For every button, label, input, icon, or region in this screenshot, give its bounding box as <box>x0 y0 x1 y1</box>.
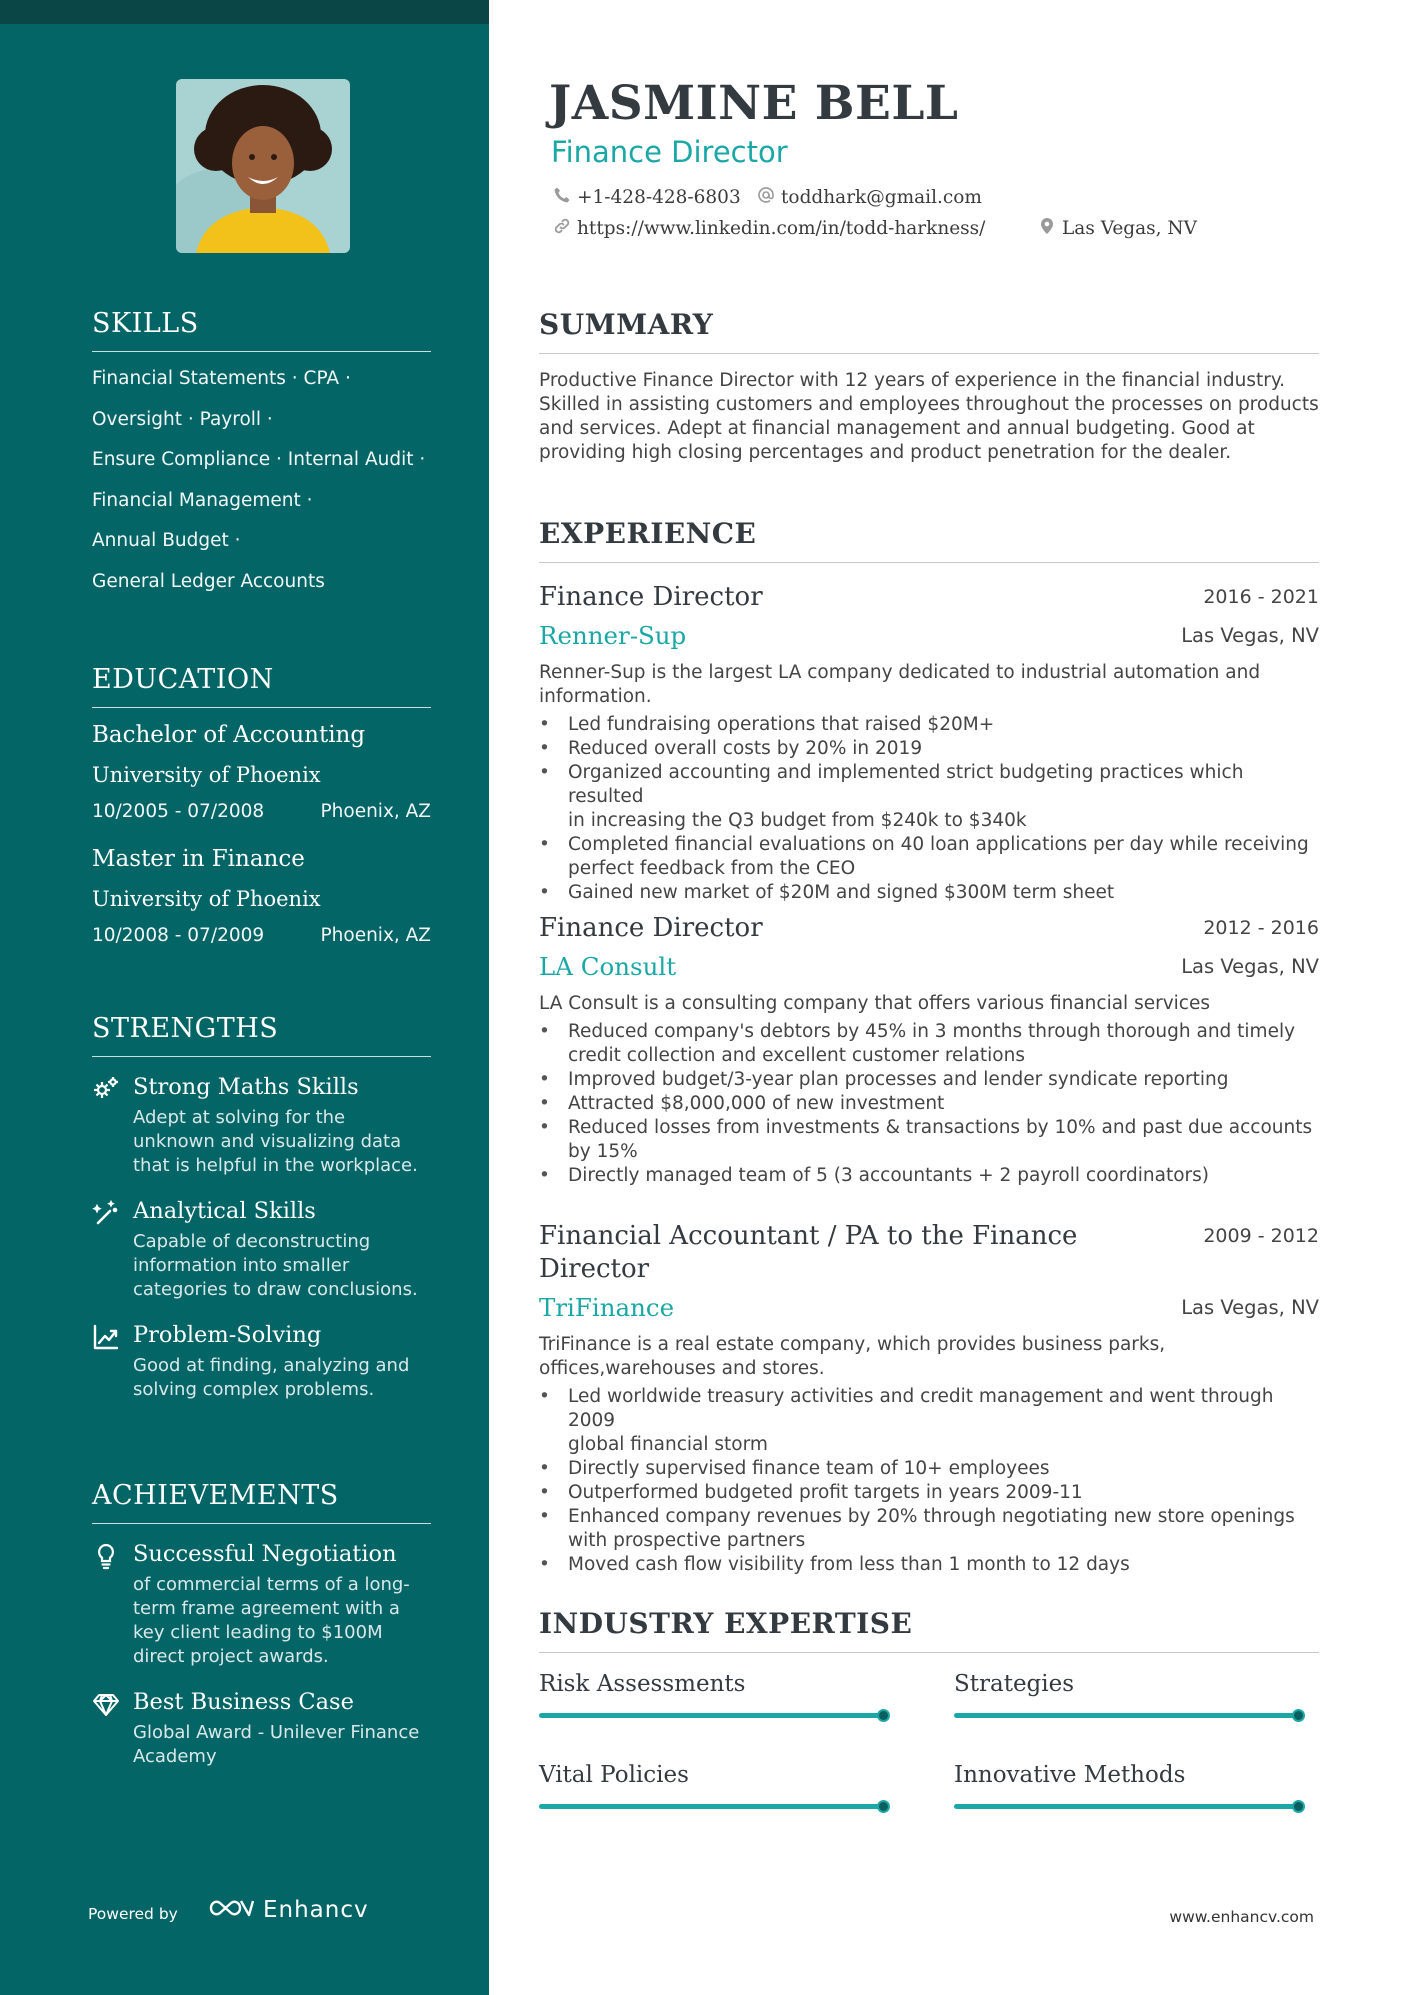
description-line: Good at finding, analyzing and <box>133 1355 410 1376</box>
summary-text <box>539 369 1319 465</box>
bullet-line: • Organized accounting and implemented strict budgeting practices which resulted <box>568 762 1244 807</box>
achievement-title: Successful Negotiation <box>133 1541 397 1567</box>
bullet-line: perfect feedback from the CEO <box>568 858 856 879</box>
expertise-label: Innovative Methods <box>954 1762 1186 1788</box>
description-line: offices,warehouses and stores. <box>539 1358 825 1379</box>
expertise-bar-fill <box>954 1804 1299 1809</box>
bullet-line: with prospective partners <box>568 1530 806 1551</box>
expertise-bar <box>954 1713 1299 1718</box>
bullet-item <box>539 1164 1319 1188</box>
bullet-item <box>539 1020 1319 1068</box>
job-title: Finance Director <box>539 913 763 943</box>
expertise-bar-knob <box>1292 1800 1305 1813</box>
description-line: term frame agreement with a <box>133 1598 400 1619</box>
job-dates: 2009 - 2012 <box>1203 1225 1319 1247</box>
education-item <box>92 844 431 947</box>
strength-item <box>92 1320 431 1402</box>
job-title: Finance Director <box>539 582 763 612</box>
description-line: categories to draw conclusions. <box>133 1279 418 1300</box>
job-location: Las Vegas, NV <box>1181 624 1319 647</box>
skill-line: General Ledger Accounts <box>92 570 325 592</box>
summary-line: providing high closing percentages and product penetration for the dealer. <box>539 442 1232 463</box>
bullet-item <box>539 833 1319 881</box>
education-dates: 10/2008 - 07/2009 <box>92 925 265 946</box>
job-bullets <box>539 1385 1319 1577</box>
job-location: Las Vegas, NV <box>1181 1296 1319 1319</box>
job-bullets <box>539 713 1319 905</box>
experience-section <box>539 517 1319 563</box>
job-company[interactable]: TriFinance <box>539 1293 675 1322</box>
job-dates: 2016 - 2021 <box>1203 586 1319 608</box>
expertise-bar-fill <box>954 1713 1299 1718</box>
bullet-line: • Improved budget/3-year plan processes and lender syndicate reporting <box>568 1069 1229 1090</box>
expertise-label: Vital Policies <box>539 1762 689 1788</box>
candidate-role: Finance Director <box>551 135 788 169</box>
job-company[interactable]: Renner-Sup <box>539 621 687 650</box>
bullet-line: • Moved cash flow visibility from less than 1 month to 12 days <box>568 1554 1130 1575</box>
profile-photo <box>176 79 350 253</box>
description-line: that is helpful in the workplace. <box>133 1155 418 1176</box>
expertise-bar-knob <box>1292 1709 1305 1722</box>
education-heading: EDUCATION <box>92 664 431 708</box>
bullet-item <box>539 1553 1319 1577</box>
contact-email[interactable] <box>757 186 982 209</box>
email-text: toddhark@gmail.com <box>781 187 982 208</box>
description-line: Adept at solving for the <box>133 1107 346 1128</box>
bullet-item <box>539 1068 1319 1092</box>
job-title-line: Director <box>539 1254 650 1284</box>
expertise-bar <box>539 1713 884 1718</box>
education-item <box>92 720 431 823</box>
bullet-line: • Led fundraising operations that raised $20M+ <box>568 714 995 735</box>
strength-description <box>133 1354 431 1402</box>
contact-linkedin[interactable] <box>553 217 985 240</box>
link-icon <box>553 217 577 240</box>
website-link[interactable]: www.enhancv.com <box>1169 1908 1314 1926</box>
description-line: Global Award - Unilever Finance <box>133 1722 420 1743</box>
bullet-item <box>539 1481 1319 1505</box>
job-entry <box>539 912 1319 1188</box>
brand-name: Enhancv <box>263 1897 369 1923</box>
summary-line: Productive Finance Director with 12 years of experience in the financial industry. <box>539 370 1286 391</box>
expertise-bar-knob <box>877 1709 890 1722</box>
bullet-item <box>539 713 1319 737</box>
skills-heading: SKILLS <box>92 308 431 352</box>
location-pin-icon <box>1038 217 1062 240</box>
sidebar <box>0 0 489 1995</box>
enhancv-logo-icon <box>207 1896 255 1924</box>
bullet-item <box>539 1385 1319 1457</box>
skill-line: Ensure Compliance · Internal Audit · <box>92 449 426 470</box>
description-line: Academy <box>133 1746 217 1767</box>
education-dates: 10/2005 - 07/2008 <box>92 801 265 822</box>
achievement-item <box>92 1539 431 1669</box>
bullet-line: • Gained new market of $20M and signed $300M term sheet <box>568 882 1115 903</box>
description-line: information into smaller <box>133 1255 350 1276</box>
skill-line: Oversight · Payroll · <box>92 408 273 430</box>
strengths-section <box>92 1013 431 1402</box>
job-entry <box>539 1220 1319 1577</box>
candidate-name: JASMINE BELL <box>549 76 959 131</box>
phone-icon <box>553 186 577 209</box>
expertise-label: Strategies <box>954 1671 1075 1697</box>
skill-line: Annual Budget · <box>92 530 241 551</box>
location-text: Las Vegas, NV <box>1062 218 1197 239</box>
job-description <box>539 1333 1319 1381</box>
strength-title: Strong Maths Skills <box>133 1074 359 1100</box>
job-description <box>539 992 1319 1016</box>
bullet-item <box>539 1116 1319 1164</box>
expertise-heading: INDUSTRY EXPERTISE <box>539 1607 1319 1653</box>
education-school: University of Phoenix <box>92 887 321 911</box>
diamond-icon <box>92 1690 120 1718</box>
strengths-heading: STRENGTHS <box>92 1013 431 1057</box>
description-line: LA Consult is a consulting company that offers various financial services <box>539 993 1210 1014</box>
gears-icon <box>92 1075 120 1103</box>
job-title-line: Financial Accountant / PA to the Finance <box>539 1221 1078 1251</box>
chart-line-icon <box>92 1323 120 1351</box>
bullet-line: • Led worldwide treasury activities and credit management and went through 2009 <box>568 1386 1274 1431</box>
expertise-bar <box>954 1804 1299 1809</box>
bullet-item <box>539 1457 1319 1481</box>
bullet-line: • Completed financial evaluations on 40 loan applications per day while receiving <box>568 834 1309 855</box>
expertise-label: Risk Assessments <box>539 1671 746 1697</box>
strength-description <box>133 1106 431 1178</box>
magic-wand-icon <box>92 1199 120 1227</box>
strength-title: Analytical Skills <box>133 1198 316 1224</box>
job-location: Las Vegas, NV <box>1181 955 1319 978</box>
education-section <box>92 664 431 947</box>
description-line: solving complex problems. <box>133 1379 375 1400</box>
bullet-line: • Directly supervised finance team of 10+ employees <box>568 1458 1050 1479</box>
sidebar-top-bar <box>0 0 489 24</box>
summary-line: Skilled in assisting customers and employees throughout the processes on products <box>539 394 1319 415</box>
description-line: direct project awards. <box>133 1646 329 1667</box>
education-degree: Master in Finance <box>92 846 305 872</box>
achievements-heading: ACHIEVEMENTS <box>92 1480 431 1524</box>
strength-description <box>133 1230 431 1302</box>
bullet-item <box>539 761 1319 833</box>
powered-by-label: Powered by <box>88 1905 178 1923</box>
education-degree: Bachelor of Accounting <box>92 722 366 748</box>
job-entry <box>539 581 1319 905</box>
expertise-item <box>954 1669 1299 1699</box>
description-line: unknown and visualizing data <box>133 1131 402 1152</box>
contact-location <box>1038 217 1197 240</box>
expertise-item <box>539 1669 884 1699</box>
description-line: TriFinance is a real estate company, which provides business parks, <box>539 1334 1166 1355</box>
education-location: Phoenix, AZ <box>320 801 431 822</box>
experience-heading: EXPERIENCE <box>539 517 1319 563</box>
expertise-bar-knob <box>877 1800 890 1813</box>
description-line: Capable of deconstructing <box>133 1231 371 1252</box>
achievement-item <box>92 1687 431 1769</box>
strength-item <box>92 1196 431 1302</box>
expertise-bar-fill <box>539 1713 884 1718</box>
strength-title: Problem-Solving <box>133 1322 322 1348</box>
expertise-bar-fill <box>539 1804 884 1809</box>
description-line: key client leading to $100M <box>133 1622 383 1643</box>
bullet-item <box>539 1505 1319 1553</box>
skills-section <box>92 308 431 602</box>
bullet-line: • Attracted $8,000,000 of new investment <box>568 1093 945 1114</box>
job-dates: 2012 - 2016 <box>1203 917 1319 939</box>
bullet-item <box>539 737 1319 761</box>
bullet-item <box>539 881 1319 905</box>
job-title <box>539 1220 1319 1286</box>
at-icon <box>757 186 781 209</box>
bullet-line: credit collection and excellent customer relations <box>568 1045 1025 1066</box>
job-company[interactable]: LA Consult <box>539 952 677 981</box>
achievement-description <box>133 1573 431 1669</box>
bullet-line: by 15% <box>568 1141 638 1162</box>
bullet-line: global financial storm <box>568 1434 768 1455</box>
lightbulb-icon <box>92 1542 120 1570</box>
job-bullets <box>539 1020 1319 1188</box>
bullet-line: • Reduced losses from investments & transactions by 10% and past due accounts <box>568 1117 1313 1138</box>
contact-phone[interactable] <box>553 186 741 209</box>
brand-logo[interactable] <box>207 1896 369 1924</box>
bullet-line: in increasing the Q3 budget from $240k to $340k <box>568 810 1027 831</box>
linkedin-text: https://www.linkedin.com/in/todd-harkness/ <box>577 218 986 239</box>
bullet-line: • Reduced company's debtors by 45% in 3 months through thorough and timely <box>568 1021 1296 1042</box>
summary-heading: SUMMARY <box>539 308 1319 354</box>
description-line: Renner-Sup is the largest LA company dedicated to industrial automation and <box>539 662 1261 683</box>
achievement-title: Best Business Case <box>133 1689 354 1715</box>
bullet-item <box>539 1092 1319 1116</box>
summary-line: and services. Adept at financial management and annual budgeting. Good at <box>539 418 1255 439</box>
bullet-line: • Directly managed team of 5 (3 accountants + 2 payroll coordinators) <box>568 1165 1209 1186</box>
expertise-section <box>539 1607 1319 1653</box>
skill-line: Financial Management · <box>92 489 313 511</box>
job-description <box>539 661 1319 709</box>
achievements-section <box>92 1480 431 1769</box>
expertise-bar <box>539 1804 884 1809</box>
education-location: Phoenix, AZ <box>320 925 431 946</box>
expertise-item <box>539 1760 884 1790</box>
bullet-line: • Reduced overall costs by 20% in 2019 <box>568 738 923 759</box>
phone-text: +1-428-428-6803 <box>577 187 741 208</box>
skill-line: Financial Statements · CPA · <box>92 368 351 389</box>
description-line: information. <box>539 686 652 707</box>
bullet-line: • Outperformed budgeted profit targets in years 2009-11 <box>568 1482 1083 1503</box>
bullet-line: • Enhanced company revenues by 20% through negotiating new store openings <box>568 1506 1295 1527</box>
expertise-item <box>954 1760 1299 1790</box>
education-school: University of Phoenix <box>92 763 321 787</box>
strength-item <box>92 1072 431 1178</box>
description-line: of commercial terms of a long- <box>133 1574 410 1595</box>
summary-section <box>539 308 1319 465</box>
achievement-description <box>133 1721 431 1769</box>
